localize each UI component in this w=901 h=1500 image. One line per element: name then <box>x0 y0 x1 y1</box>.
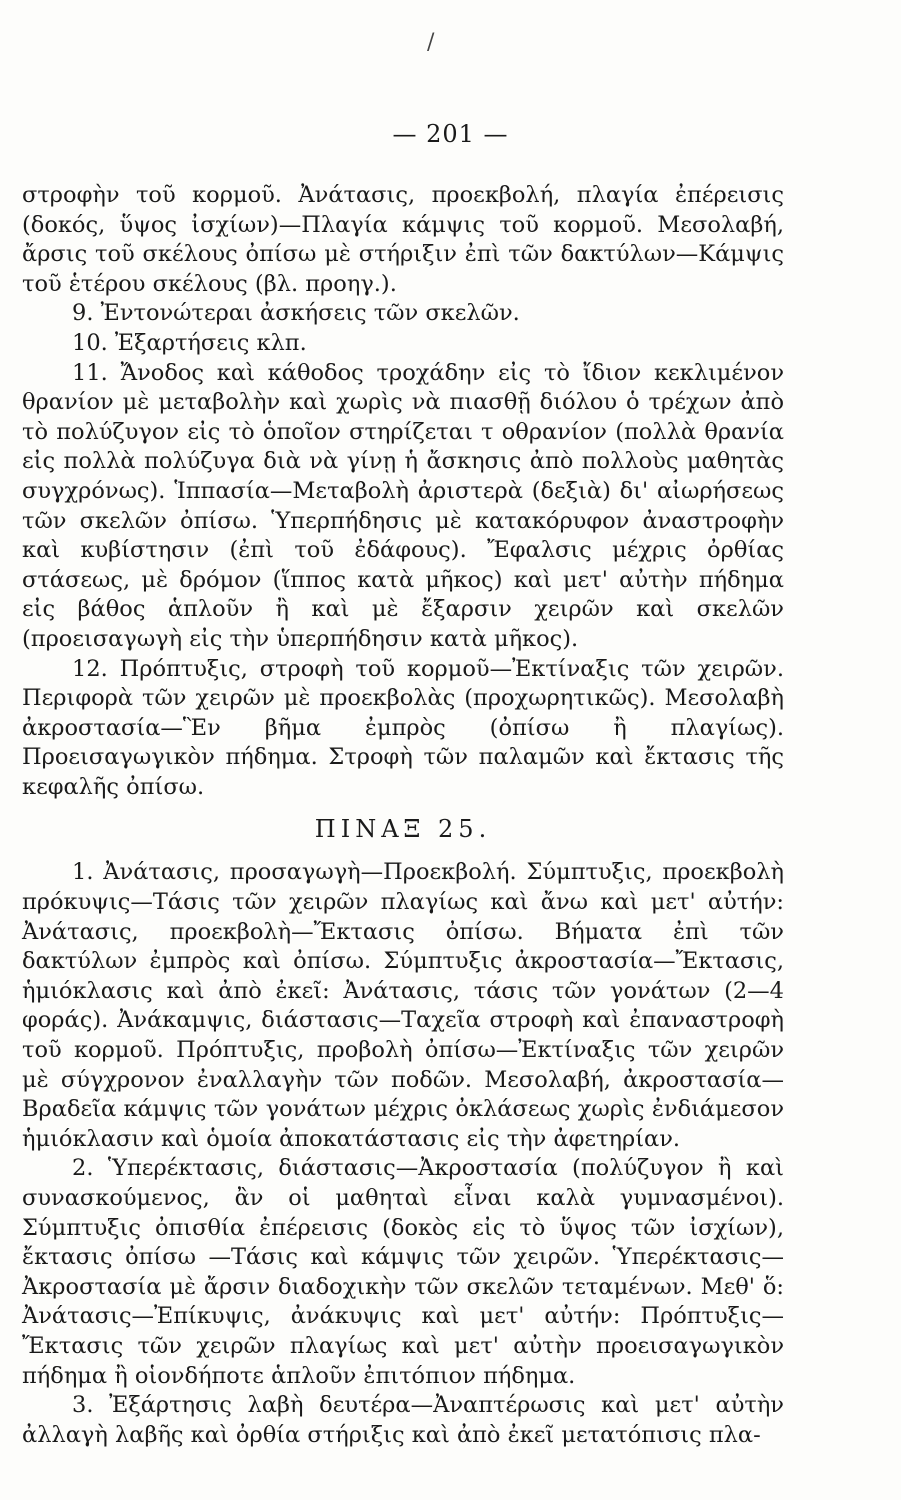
paragraph-table-item-3: 3. Ἐξάρτησις λαβὴ δευτέρα—Ἀναπτέρωσις καὶ μετ' αὐτὴν ἀλλαγὴ λαβῆς καὶ ὀρθία στήριξις καὶ ἀπὸ ἐκεῖ μετατόπισις πλα- <box>22 1392 784 1448</box>
section-a-text <box>22 181 784 1450</box>
paragraph-item-10: 10. Ἐξαρτήσεις κλπ. <box>72 329 307 356</box>
paragraph-continuation: στροφὴν τοῦ κορμοῦ. Ἀνάτασις, προεκβολή, πλαγία ἐπέρεισις (δοκός, ὕψος ἰσχίων)—Πλαγία κάμψις τοῦ κορμοῦ. Μεσολαβή, ἄρσις τοῦ σκέλους ὀπίσω μὲ στήριξιν ἐπὶ τῶν δακτύλων—Κάμψις τοῦ ἑτέρου σκέλους (βλ. προηγ.). <box>22 182 784 297</box>
page-number-header: — 201 — <box>392 120 509 148</box>
paragraph-table-item-2: 2. Ὑπερέκτασις, διάστασις—Ἀκροστασία (πολύζυγον ἢ καὶ συνασκούμενος, ἂν οἱ μαθηταὶ εἶναι καλὰ γυμνασμένοι). Σύμπτυξις ὀπισθία ἐπέρεισις (δοκὸς εἰς τὸ ὕψος τῶν ἰσχίων), ἔκτασις ὀπίσω —Τάσις καὶ κάμψις τῶν χειρῶν. Ὑπερέκτασις—Ἀκροστασία μὲ ἄρσιν διαδοχικὴν τῶν σκελῶν τεταμένων. Μεθ' ὅ: Ἀνάτασις—Ἐπίκυψις, ἀνάκυψις καὶ μετ' αὐτήν: Πρόπτυξις—Ἔκτασις τῶν χειρῶν πλαγίως καὶ μετ' αὐτὴν προεισαγωγικὸν πήδημα ἢ οἱονδήποτε ἁπλοῦν ἐπιτόπιον πήδημα. <box>22 1155 784 1389</box>
table-heading: ΠΙΝΑΞ 25. <box>314 815 492 844</box>
paragraph-item-12: 12. Πρόπτυξις, στροφὴ τοῦ κορμοῦ—Ἐκτίναξις τῶν χειρῶν. Περιφορὰ τῶν χειρῶν μὲ προεκβολὰς (προχωρητικῶς). Μεσολαβὴ ἀκροστασία—Ἓν βῆμα ἐμπρὸς (ὀπίσω ἢ πλαγίως). Προεισαγωγικὸν πήδημα. Στροφὴ τῶν παλαμῶν καὶ ἔκτασις τῆς κεφαλῆς ὀπίσω. <box>22 655 784 800</box>
paragraph-item-9: 9. Ἐντονώτεραι ἀσκήσεις τῶν σκελῶν. <box>72 300 520 327</box>
paragraph-item-11: 11. Ἄνοδος καὶ κάθοδος τροχάδην εἰς τὸ ἴδιον κεκλιμένον θρανίον μὲ μεταβολὴν καὶ χωρὶς νὰ πιασθῇ διόλου ὁ τρέχων ἀπὸ τὸ πολύζυγον εἰς τὸ ὁποῖον στηρίζεται τ οθρανίον (πολλὰ θρανία εἰς πολλὰ πολύζυγα διὰ νὰ γίνῃ ἡ ἄσκησις ἀπὸ πολλοὺς μαθητὰς συγχρόνως). Ἱππασία—Μεταβολὴ ἀριστερὰ (δεξιὰ) δι' αἰωρήσεως τῶν σκελῶν ὀπίσω. Ὑπερπήδησις μὲ κατακόρυφον ἀναστροφὴν καὶ κυβίστησιν (ἐπὶ τοῦ ἐδάφους). Ἔφαλσις μέχρις ὀρθίας στάσεως, μὲ δρόμον (ἵππος κατὰ μῆκος) καὶ μετ' αὐτὴν πήδημα εἰς βάθος ἁπλοῦν ἢ καὶ μὲ ἔξαρσιν χειρῶν καὶ σκελῶν (προεισαγωγὴ εἰς τὴν ὑπερπήδησιν κατὰ μῆκος). <box>22 359 784 652</box>
pencil-mark: / <box>427 30 435 55</box>
paragraph-table-item-1: 1. Ἀνάτασις, προσαγωγὴ—Προεκβολή. Σύμπτυξις, προεκβολὴ πρόκυψις—Τάσις τῶν χειρῶν πλαγίως καὶ ἄνω καὶ μετ' αὐτήν: Ἀνάτασις, προεκβολὴ—Ἔκτασις ὀπίσω. Βήματα ἐπὶ τῶν δακτύλων ἐμπρὸς καὶ ὀπίσω. Σύμπτυξις ἀκροστασία—Ἔκτασις, ἡμιόκλασις καὶ ἀπὸ ἐκεῖ: Ἀνάτασις, τάσις τῶν γονάτων (2—4 φοράς). Ἀνάκαμψις, διάστασις—Ταχεῖα στροφὴ καὶ ἐπαναστροφὴ τοῦ κορμοῦ. Πρόπτυξις, προβολὴ ὀπίσω—Ἐκτίναξις τῶν χειρῶν μὲ σύγχρονον ἐναλλαγὴν τῶν ποδῶν. Μεσολαβή, ἀκροστασία—Βραδεῖα κάμψις τῶν γονάτων μέχρις ὀκλάσεως χωρὶς ἐνδιάμεσον ἡμιόκλασιν καὶ ὁμοία ἀποκατάστασις εἰς τὴν ἀφετηρίαν. <box>22 859 784 1152</box>
